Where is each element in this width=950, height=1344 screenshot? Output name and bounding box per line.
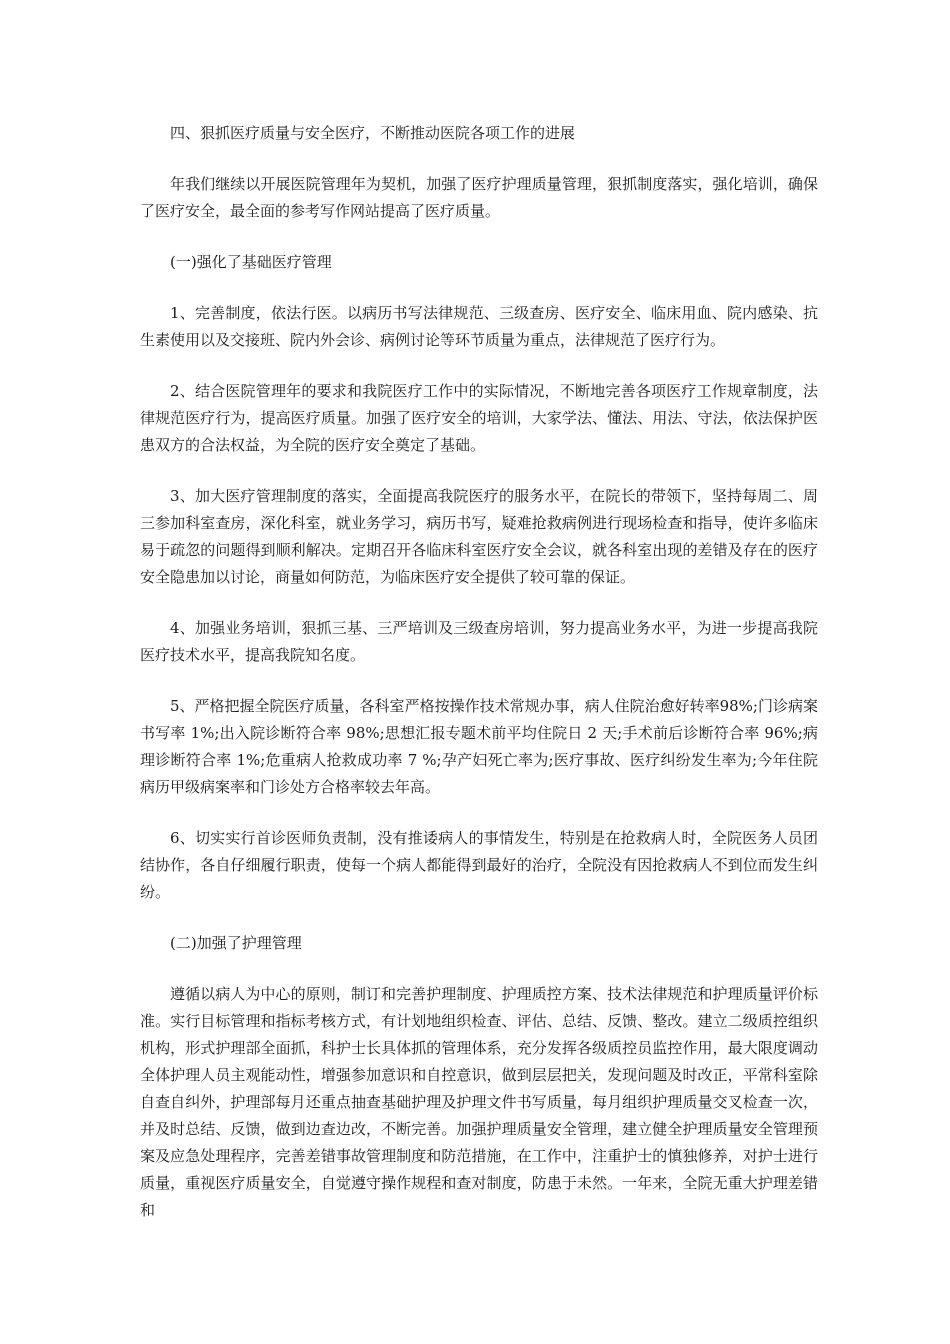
subsection-heading-nursing: (二)加强了护理管理 bbox=[170, 934, 302, 952]
subsection-heading-basic-medical: (一)强化了基础医疗管理 bbox=[170, 253, 332, 271]
document-page bbox=[140, 120, 818, 1248]
section-heading: 四、狠抓医疗质量与安全医疗，不断推动医院各项工作的进展 bbox=[170, 124, 576, 142]
nursing-paragraph: 遵循以病人为中心的原则，制订和完善护理制度、护理质控方案、技术法律规范和护理质量评价标准。实行目标管理和指标考核方式，有计划地组织检查、评估、总结、反馈、整改。建立二级质控组织机构，形式护理部全面抓，科护士长具体抓的管理体系，充分发挥各级质控员监控作用，最大限度调动全体护理人员主观能动性，增强参加意识和自控意识，做到层层把关，发现问题及时改正，平常科室除自查自纠外，护理部每月还重点抽查基础护理及护理文件书写质量，每月组织护理质量交叉检查一次，并及时总结、反馈，做到边查边改，不断完善。加强护理质量安全管理，建立健全护理质量安全管理预案及应急处理程序，完善差错事故管理制度和防范措施，在工作中，注重护士的慎独修养，对护士进行质量，重视医疗质量安全，自觉遵守操作规程和查对制度，防患于未然。一年来，全院无重大护理差错和 bbox=[140, 985, 818, 1219]
paragraph-item-1: 1、完善制度，依法行医。以病历书写法律规范、三级查房、医疗安全、临床用血、院内感染、抗生素使用以及交接班、院内外会诊、病例讨论等环节质量为重点，法律规范了医疗行为。 bbox=[140, 304, 818, 349]
paragraph-item-2: 2、结合医院管理年的要求和我院医疗工作中的实际情况，不断地完善各项医疗工作规章制度，法律规范医疗行为，提高医疗质量。加强了医疗安全的培训，大家学法、懂法、用法、守法，依法保护医患双方的合法权益，为全院的医疗安全奠定了基础。 bbox=[140, 382, 818, 454]
paragraph-item-5: 5、严格把握全院医疗质量，各科室严格按操作技术常规办事，病人住院治愈好转率98%;门诊病案书写率 1%;出入院诊断符合率 98%;思想汇报专题术前平均住院日 2 天;手术前后诊断符合率 96%;病理诊断符合率 1%;危重病人抢救成功率 7 %;孕产妇死亡率为;医疗事故、医疗纠纷发生率为;今年住院病历甲级病案率和门诊处方合格率较去年高。 bbox=[140, 697, 818, 796]
paragraph-item-3: 3、加大医疗管理制度的落实，全面提高我院医疗的服务水平，在院长的带领下，坚持每周二、周三参加科室查房，深化科室，就业务学习，病历书写，疑难抢救病例进行现场检查和指导，使许多临床易于疏忽的问题得到顺利解决。定期召开各临床科室医疗安全会议，就各科室出现的差错及存在的医疗安全隐患加以讨论，商量如何防范，为临床医疗安全提供了较可靠的保证。 bbox=[140, 487, 818, 586]
paragraph-item-6: 6、切实实行首诊医师负责制，没有推诿病人的事情发生，特别是在抢救病人时，全院医务人员团结协作，各自仔细履行职责，使每一个病人都能得到最好的治疗，全院没有因抢救病人不到位而发生纠纷。 bbox=[140, 829, 818, 901]
paragraph-item-4: 4、加强业务培训，狠抓三基、三严培训及三级查房培训，努力提高业务水平，为进一步提高我院医疗技术水平，提高我院知名度。 bbox=[140, 619, 818, 664]
intro-paragraph: 年我们继续以开展医院管理年为契机，加强了医疗护理质量管理，狠抓制度落实，强化培训，确保了医疗安全，最全面的参考写作网站提高了医疗质量。 bbox=[140, 175, 818, 220]
